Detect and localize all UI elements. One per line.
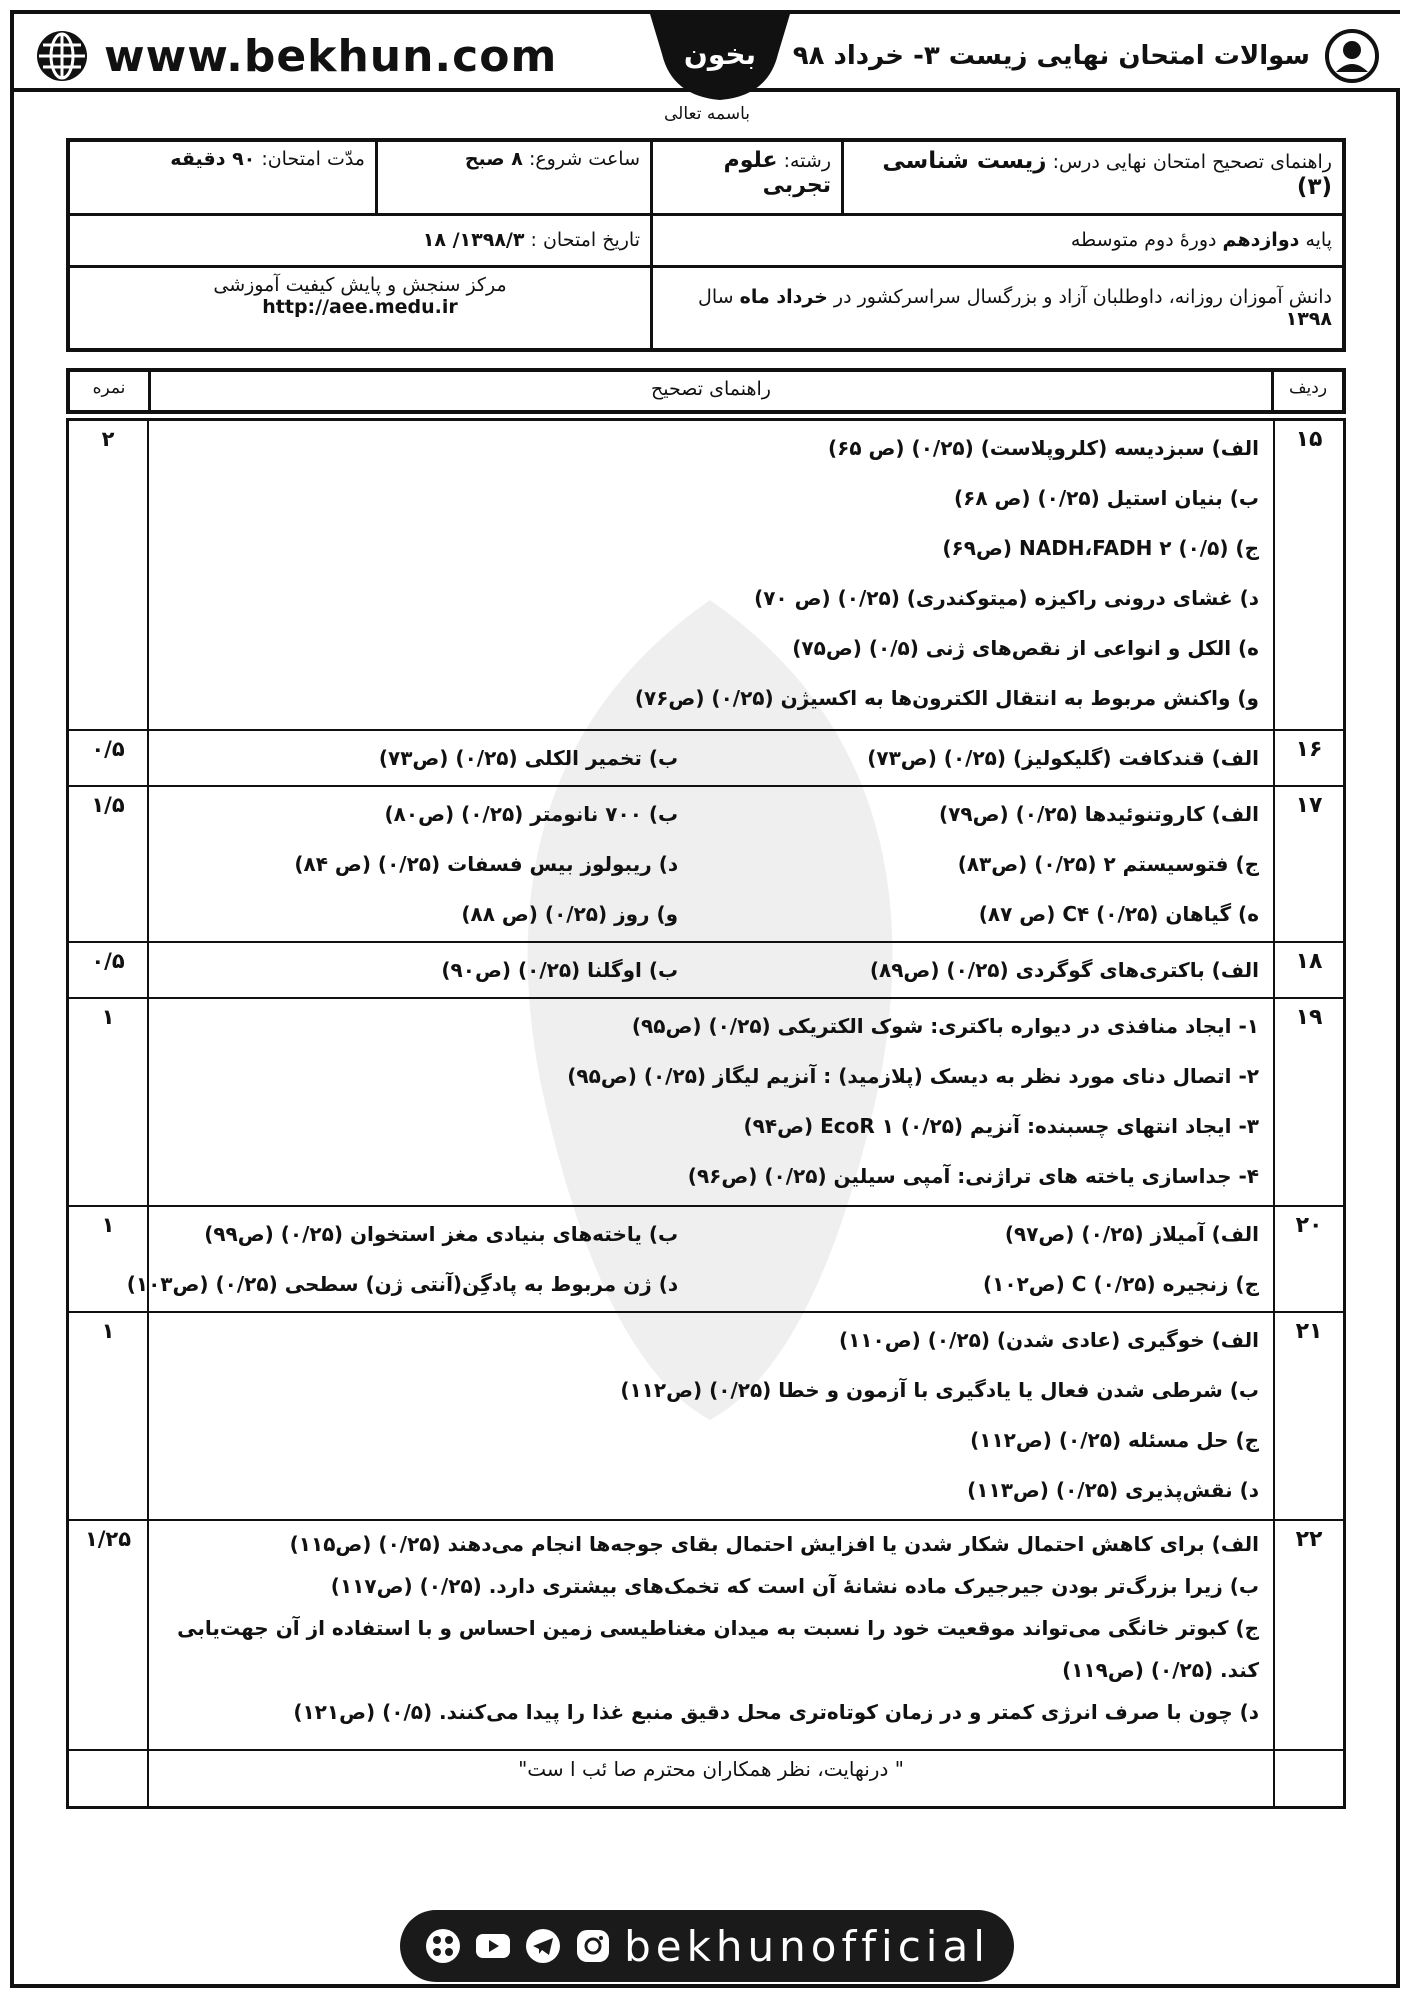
bismillah: باسمه تعالی: [664, 104, 750, 124]
row-number: ۱۷: [1274, 786, 1345, 942]
row-score: ۱: [68, 1312, 149, 1520]
answer-cell: [148, 1312, 1274, 1520]
row-score: ۰/۵: [68, 942, 149, 998]
answer-item: الف) آمیلاز (۰/۲۵) (ص۹۷): [1004, 1221, 1259, 1246]
answer-pair: [163, 733, 1259, 783]
closing-row: [68, 1750, 1345, 1808]
answer-item: ب) اوگلنا (۰/۲۵) (ص۹۰): [441, 957, 679, 982]
answer-item: د) ژن مربوط به پادگِن(آنتی ژن) سطحی (۰/۲۵) (ص۱۰۳): [126, 1271, 679, 1296]
user-icon: [1324, 28, 1380, 84]
answer-line: الف) برای کاهش احتمال شکار شدن یا افزایش احتمال بقای جوجه‌ها انجام می‌دهند (۰/۲۵) (ص۱۱۵): [289, 1531, 1259, 1556]
row-score: ۱/۵: [68, 786, 149, 942]
answer-pair: [163, 1209, 1259, 1259]
start-time-cell: ساعت شروع: ۸ صبح: [377, 140, 652, 214]
answer-item: ج) زنجیره C (۰/۲۵) (ص۱۰۲): [983, 1271, 1259, 1296]
top-banner: [14, 14, 1400, 92]
answer-line: ج) NADH،FADH ۲ (۰/۵) (ص۶۹): [942, 536, 1259, 560]
table-row: [68, 730, 1345, 786]
answer-line: د) غشای درونی راکیزه (میتوکندری) (۰/۲۵) (ص ۷۰): [754, 586, 1259, 610]
answer-line: ج) کبوتر خانگی می‌تواند موقعیت خود را نسبت به میدان مغناطیسی زمین احساس و با استفاده از آن جهت‌یابی کند. (۰/۲۵) (ص۱۱۹): [177, 1615, 1259, 1682]
table-row: [68, 420, 1345, 730]
answer-line: الف) خوگیری (عادی شدن) (۰/۲۵) (ص۱۱۰): [838, 1327, 1259, 1352]
answer-pair: [163, 889, 1259, 939]
footer-social-bar[interactable]: [400, 1910, 1014, 1982]
exam-info-table: [66, 138, 1346, 352]
empty-cell: [1274, 1750, 1345, 1808]
closing-note: " درنهایت، نظر همکاران محترم صا ئب ا ست": [148, 1750, 1274, 1808]
youtube-icon[interactable]: [474, 1927, 512, 1965]
answer-pair: [163, 789, 1259, 839]
website-link[interactable]: [34, 28, 557, 84]
answer-item: ب) یاخته‌های بنیادی مغز استخوان (۰/۲۵) (ص۹۹): [204, 1221, 679, 1246]
table-row: [68, 1520, 1345, 1750]
duration-cell: مدّت امتحان: ۹۰ دقیقه: [68, 140, 377, 214]
answer-item: الف) کاروتنوئیدها (۰/۲۵) (ص۷۹): [939, 801, 1259, 826]
svg-text:بخون: بخون: [683, 38, 757, 71]
row-score: ۱: [68, 1206, 149, 1312]
globe-icon: [34, 28, 90, 84]
telegram-icon[interactable]: [524, 1927, 562, 1965]
answer-item: و) روز (۰/۲۵) (ص ۸۸): [461, 901, 679, 926]
row-number: ۲۲: [1274, 1520, 1345, 1750]
empty-cell: [68, 1750, 149, 1808]
date-cell: تاریخ امتحان : ۱۳۹۸/۳/ ۱۸: [68, 214, 652, 266]
answer-line: ب) بنیان استیل (۰/۲۵) (ص ۶۸): [953, 486, 1259, 510]
answer-item: الف) باکتری‌های گوگردی (۰/۲۵) (ص۸۹): [869, 957, 1259, 982]
answer-line: ۱- ایجاد منافذی در دیواره باکتری: شوک الکتریکی (۰/۲۵) (ص۹۵): [631, 1013, 1259, 1038]
answer-item: ج) فتوسیستم ۲ (۰/۲۵) (ص۸۳): [957, 851, 1259, 876]
answer-cell: [126, 1206, 1274, 1312]
row-score: ۱/۲۵: [68, 1520, 149, 1750]
row-score: ۱: [68, 998, 149, 1206]
answer-pair: [163, 945, 1259, 995]
table-row: [68, 1206, 1345, 1312]
center-cell: مرکز سنجش و پایش کیفیت آموزشی http://aee.medu.ir: [68, 266, 652, 350]
table-row: [68, 1312, 1345, 1520]
answer-item: ب) ۷۰۰ نانومتر (۰/۲۵) (ص۸۰): [384, 801, 679, 826]
answer-item: ه) گیاهان C۴ (۰/۲۵) (ص ۸۷): [978, 901, 1259, 926]
answer-item: الف) قندکافت (گلیکولیز) (۰/۲۵) (ص۷۳): [867, 745, 1259, 770]
grade-cell: پایه دوازدهم دورهٔ دوم متوسطه: [652, 214, 1345, 266]
answer-cell: [148, 730, 1274, 786]
answer-cell: [148, 1520, 1274, 1750]
answer-line: د) نقش‌پذیری (۰/۲۵) (ص۱۱۳): [967, 1477, 1259, 1502]
row-number: ۲۱: [1274, 1312, 1345, 1520]
table-row: [68, 998, 1345, 1206]
answer-cell: [148, 786, 1274, 942]
footer-handle: bekhunofficial: [624, 1921, 990, 1971]
website-text: www.bekhun.com: [104, 30, 558, 82]
answer-pair: [126, 1259, 1259, 1309]
table-row: [68, 786, 1345, 942]
answer-cell: [148, 942, 1274, 998]
row-number: ۱۹: [1274, 998, 1345, 1206]
instagram-icon[interactable]: [574, 1927, 612, 1965]
answer-item: د) ریبولوز بیس فسفات (۰/۲۵) (ص ۸۴): [294, 851, 679, 876]
row-score: ۲: [68, 420, 149, 730]
row-number: ۱۵: [1274, 420, 1345, 730]
answer-line: ب) زیرا بزرگ‌تر بودن جیرجیرک ماده نشانهٔ آن است که تخمک‌های بیشتری دارد. (۰/۲۵) (ص۱۱۷): [330, 1573, 1259, 1598]
answer-line: د) چون با صرف انرژی کمتر و در زمان کوتاه‌تری محل دقیق منبع غذا را پیدا می‌کنند. (۰/۵) (ص۱۲۱): [293, 1699, 1259, 1724]
center-url[interactable]: http://aee.medu.ir: [262, 295, 458, 318]
row-number: ۱۸: [1274, 942, 1345, 998]
course-cell: راهنمای تصحیح امتحان نهایی درس: زیست شناسی (۳): [843, 140, 1345, 214]
answer-cell: [148, 998, 1274, 1206]
answer-line: ب) شرطی شدن فعال یا یادگیری با آزمون و خطا (۰/۲۵) (ص۱۱۲): [620, 1377, 1259, 1402]
table-header: ردیف راهنمای تصحیح نمره: [66, 368, 1346, 414]
answer-item: ب) تخمیر الکلی (۰/۲۵) (ص۷۳): [378, 745, 679, 770]
students-cell: دانش آموزان روزانه، داوطلبان آزاد و بزرگسال سراسرکشور در خرداد ماه سال ۱۳۹۸: [652, 266, 1345, 350]
row-score: ۰/۵: [68, 730, 149, 786]
exam-title-text: سوالات امتحان نهایی زیست ۳- خرداد ۹۸: [792, 41, 1310, 71]
answer-line: ج) حل مسئله (۰/۲۵) (ص۱۱۲): [970, 1427, 1259, 1452]
row-number: ۱۶: [1274, 730, 1345, 786]
answers-table: [66, 418, 1346, 1809]
answer-line: ۲- اتصال دنای مورد نظر به دیسک (پلازمید) : آنزیم لیگاز (۰/۲۵) (ص۹۵): [567, 1063, 1259, 1088]
exam-title: [793, 28, 1380, 84]
answer-line: ۴- جداسازی یاخته های تراژنی: آمپی سیلین (۰/۲۵) (ص۹۶): [687, 1163, 1259, 1188]
table-row: [68, 942, 1345, 998]
bekhun-logo: [650, 14, 790, 102]
answer-line: الف) سبزدیسه (کلروپلاست) (۰/۲۵) (ص ۶۵): [828, 436, 1259, 460]
answer-line: ۳- ایجاد انتهای چسبنده: آنزیم EcoR ۱ (۰/۲۵) (ص۹۴): [743, 1113, 1259, 1138]
field-cell: رشته: علوم تجربی: [652, 140, 843, 214]
answer-cell: [148, 420, 1274, 730]
row-number: ۲۰: [1274, 1206, 1345, 1312]
answer-line: ه) الکل و انواعی از نقص‌های ژنی (۰/۵) (ص۷۵): [792, 636, 1259, 660]
answer-pair: [163, 839, 1259, 889]
aparat-icon[interactable]: [424, 1927, 462, 1965]
answer-line: و) واکنش مربوط به انتقال الکترون‌ها به اکسیژن (۰/۲۵) (ص۷۶): [634, 686, 1259, 710]
